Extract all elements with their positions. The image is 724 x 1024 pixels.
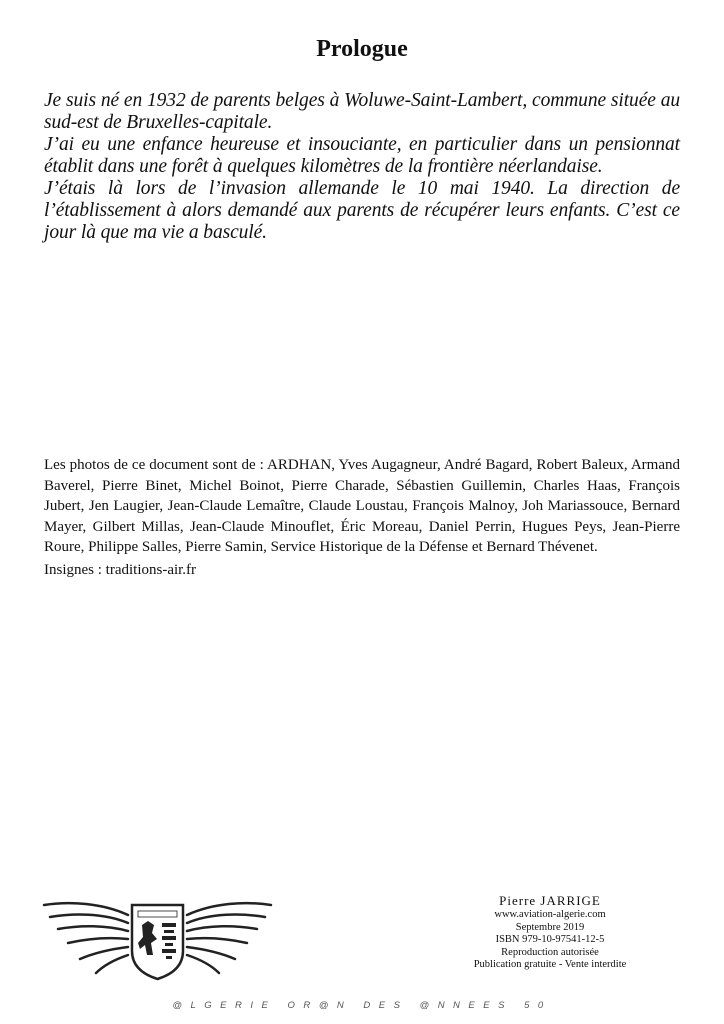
publication-notice: Publication gratuite - Vente interdite bbox=[473, 959, 627, 970]
aviation-wings-insignia-icon bbox=[40, 895, 275, 981]
page-footer: @LGERIE OR@N DES @NNEES 50 bbox=[172, 1000, 552, 1011]
photo-credits-text: Les photos de ce document sont de : ARDHAN, Yves Augagneur, André Bagard, Robert Baleux, Armand Baverel, Pierre Binet, Michel Boinot, Pierre Charade, Sébastien Guillemin, Charles Haas, François Jubert, Jen Laugier, Jean-Claude Lemaître, Claude Loustau, François Malnoy, Joh Mariassouce, Bernard Mayer, Gilbert Millas, Jean-Claude Minouflet, Éric Moreau, Daniel Perrin, Hugues Peys, Jean-Pierre Roure, Philippe Salles, Pierre Samin, Service Historique de la Défense et Bernard Thévenet. bbox=[44, 457, 680, 555]
isbn: ISBN 979-10-97541-12-5 bbox=[495, 934, 605, 945]
website-link[interactable]: www.aviation-algerie.com bbox=[494, 909, 606, 920]
insignes-credit: Insignes : traditions-air.fr bbox=[44, 561, 197, 578]
prologue-paragraph-1: Je suis né en 1932 de parents belges à Woluwe-Saint-Lambert, commune située au sud-est de Bruxelles-capitale. bbox=[44, 90, 680, 133]
photo-credits bbox=[44, 455, 680, 580]
wings-insignia-graphic bbox=[40, 895, 275, 981]
reproduction-notice: Reproduction autorisée bbox=[501, 946, 599, 958]
author-info bbox=[455, 893, 645, 972]
publication-date: Septembre 2019 bbox=[515, 921, 585, 933]
page-title: Prologue bbox=[316, 36, 408, 62]
prologue-text bbox=[44, 90, 680, 244]
author-name: Pierre JARRIGE bbox=[499, 893, 601, 908]
prologue-paragraph-2: J’ai eu une enfance heureuse et insouciante, en particulier dans un pensionnat établit dans une forêt à quelques kilomètres de la frontière néerlandaise. bbox=[44, 134, 680, 177]
prologue-paragraph-3: J’étais là lors de l’invasion allemande le 10 mai 1940. La direction de l’établissement à alors demandé aux parents de récupérer leurs enfants. C’est ce jour là que ma vie a basculé. bbox=[44, 178, 680, 243]
